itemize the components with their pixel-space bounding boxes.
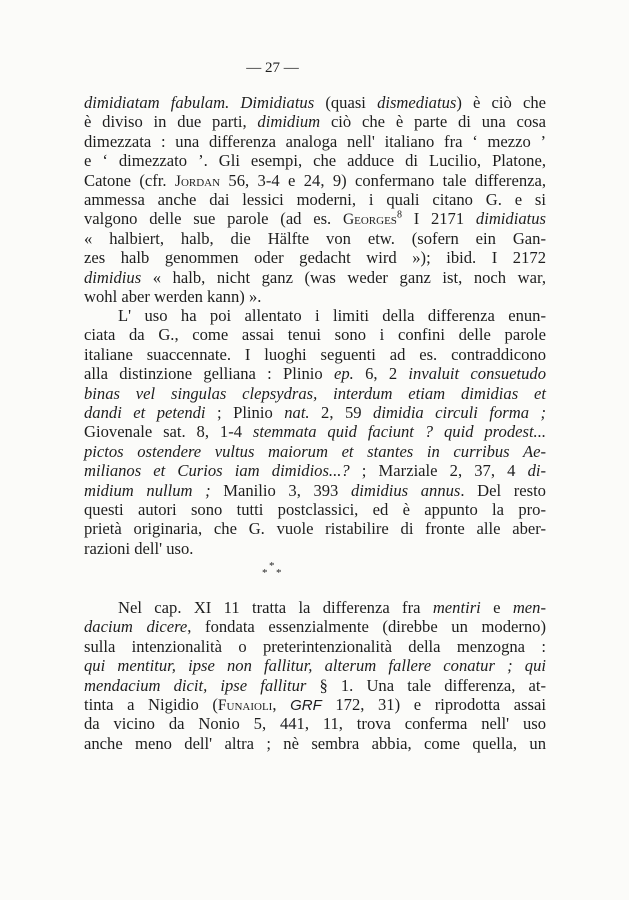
italic-text: dimidiatam fabulam. Dimidiatus — [84, 93, 315, 112]
text-run: GRF — [290, 696, 322, 714]
italic-text: dismediatus — [377, 93, 457, 112]
text-run: da vicino da Nonio 5, 441, 11, trova conferma nell' uso — [84, 714, 546, 734]
text-run: ciò che è parte di una cosa — [320, 112, 546, 132]
italic-text: qui mentitur, ipse non fallitur, alterum fallere conatur ; qui — [84, 656, 546, 676]
text-line — [84, 112, 546, 131]
text-run: zes halb genommen oder gedacht wird »); ibid. I 2172 — [84, 248, 546, 268]
text-run: anche meno dell' altra ; nè sembra abbia, come quella, un — [84, 733, 546, 753]
italic-text: binas vel singulas clepsydras, interdum etiam dimidias et — [84, 383, 546, 403]
italic-text: mendacium dicit, ipse fallitur — [84, 675, 307, 695]
text-run: . Del resto — [460, 480, 546, 500]
text-run: « halbiert, halb, die Hälfte von etw. (sofern ein Gan- — [84, 228, 546, 248]
text-line — [84, 209, 546, 228]
text-run: 56, 3-4 e 24, 9) confermano tale differenza, — [220, 170, 546, 190]
text-line — [84, 598, 546, 617]
text-run: e — [480, 598, 513, 617]
text-line — [84, 734, 546, 753]
text-run: e ‘ dimezzato ’. Gli esempi, che adduce di Lucilio, Platone, — [84, 151, 546, 171]
text-line — [84, 519, 546, 538]
text-line — [84, 325, 546, 344]
text-line — [84, 539, 546, 558]
text-line — [84, 481, 546, 500]
text-run: ) è ciò che — [456, 93, 546, 112]
italic-text: men- — [512, 598, 546, 617]
text-line — [84, 422, 546, 441]
text-line — [84, 268, 546, 287]
text-line — [84, 248, 546, 267]
italic-text: di- — [527, 461, 546, 481]
text-line — [84, 403, 546, 422]
text-line — [84, 345, 546, 364]
italic-text: dandi et petendi — [84, 402, 206, 422]
text-run: prietà originaria, che G. vuole ristabilire di fronte alle aber- — [84, 519, 546, 539]
text-run: I 2171 — [401, 209, 476, 229]
text-run: , — [272, 694, 291, 714]
text-line — [84, 500, 546, 519]
text-line — [84, 695, 546, 714]
text-line — [84, 93, 546, 112]
text-run: Giovenale sat. 8, 1-4 — [84, 422, 253, 442]
text-run: « halb, nicht ganz (was weder ganz ist, noch war, — [141, 267, 546, 287]
text-line — [84, 229, 546, 248]
superscript: 8 — [396, 209, 402, 221]
italic-text: milianos et Curios iam dimidios...? — [84, 461, 350, 481]
paragraph-2 — [84, 306, 546, 558]
text-run: L' uso ha poi allentato i limiti della differenza enun- — [118, 306, 546, 325]
text-run: dimezzata : una differenza analoga nell' italiano fra ‘ mezzo ’ — [84, 131, 546, 151]
text-run: Nel cap. XI 11 tratta la differenza fra — [118, 598, 433, 617]
text-run: alla distinzione gelliana : Plinio — [84, 364, 334, 384]
text-line — [84, 287, 546, 306]
text-run: razioni dell' uso. — [84, 538, 194, 558]
italic-text: dimidius — [84, 267, 142, 287]
text-run: ; Marziale 2, 37, 4 — [349, 461, 528, 481]
text-line — [84, 714, 546, 733]
text-line — [84, 306, 546, 325]
text-run: 172, 31) e riprodotta assai — [321, 694, 546, 714]
italic-text: invaluit consuetudo — [408, 364, 546, 384]
text-run: italiane suaccennate. I luoghi seguenti ad es. contraddicono — [84, 344, 546, 364]
text-line — [84, 442, 546, 461]
text-run: Catone (cfr. — [84, 170, 175, 190]
text-line — [84, 384, 546, 403]
text-line — [84, 637, 546, 656]
text-run: tinta a Nigidio ( — [84, 694, 218, 714]
text-line — [84, 617, 546, 636]
italic-text: ep. — [334, 364, 354, 384]
text-run: wohl aber werden kann) ». — [84, 286, 262, 306]
paragraph-3 — [84, 598, 546, 753]
text-run: (quasi — [314, 93, 378, 112]
smallcaps-author: Georges — [342, 211, 397, 229]
section-separator-asterisks: * * * — [262, 560, 282, 579]
italic-text: nat. — [284, 402, 310, 422]
text-run: , fondata essenzialmente (direbbe un moderno) — [187, 617, 546, 637]
paragraph-1 — [84, 93, 546, 306]
italic-text: dacium dicere — [84, 617, 188, 637]
text-run: valgono delle sue parole (ad es. — [84, 209, 343, 229]
text-line — [84, 151, 546, 170]
italic-text: dimidia circuli forma ; — [373, 402, 546, 422]
smallcaps-author: Funaioli — [217, 696, 273, 714]
italic-text: pictos ostendere vultus maiorum et stantes in curribus Ae- — [84, 441, 546, 461]
italic-text: stemmata quid faciunt ? quid prodest... — [252, 422, 546, 442]
italic-text: dimidium — [257, 112, 321, 132]
text-run: ammessa anche dai lessici moderni, i quali citano G. e si — [84, 189, 546, 209]
italic-text: dimidius annus — [350, 480, 461, 500]
italic-text: dimidiatus — [475, 209, 546, 229]
text-run: 2, 59 — [309, 402, 374, 422]
text-line — [84, 171, 546, 190]
text-run: ciata da G., come assai tenui sono i confini delle parole — [84, 325, 546, 345]
smallcaps-author: Jordan — [174, 172, 221, 190]
italic-text: mentiri — [432, 598, 481, 617]
text-line — [84, 190, 546, 209]
text-line — [84, 461, 546, 480]
text-line — [84, 364, 546, 383]
text-run: ; Plinio — [205, 402, 285, 422]
page-number: — 27 — — [246, 60, 299, 76]
text-run: Manilio 3, 393 — [210, 480, 351, 500]
text-run: sulla intenzionalità o preterintenzionalità della menzogna : — [84, 636, 546, 656]
text-line — [84, 676, 546, 695]
text-line — [84, 656, 546, 675]
text-run: è diviso in due parti, — [84, 112, 258, 132]
text-run: 6, 2 — [353, 364, 409, 384]
text-line — [84, 132, 546, 151]
text-run: § 1. Una tale differenza, at- — [306, 675, 546, 695]
text-run: questi autori sono tutti postclassici, ed è appunto la pro- — [84, 499, 546, 519]
italic-text: midium nullum ; — [84, 480, 211, 500]
